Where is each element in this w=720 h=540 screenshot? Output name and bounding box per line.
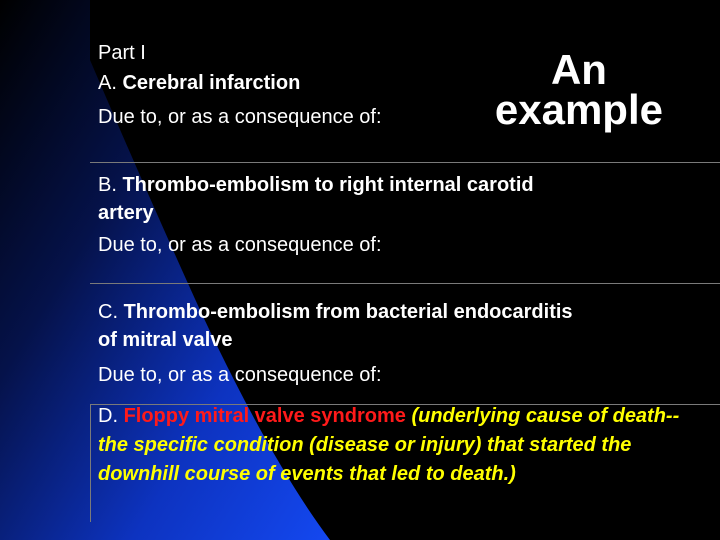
cause-d-note: (underlying cause of death-- the specific condition (disease or injury) that started the downhill course of events that led to death.) <box>98 405 680 485</box>
slide-heading <box>494 46 663 133</box>
cause-a-condition: Cerebral infarction <box>122 72 301 94</box>
left-border <box>90 404 91 522</box>
cause-a-due-to: Due to, or as a consequence of: <box>98 106 382 128</box>
cause-d-condition: Floppy mitral valve syndrome <box>123 405 406 427</box>
cause-c-prefix: C. <box>98 301 118 323</box>
part-label: Part I <box>98 42 146 64</box>
cause-c-due-to: Due to, or as a consequence of: <box>98 364 382 386</box>
cause-b-condition-1: Thrombo-embolism to right internal carotid <box>122 174 534 196</box>
cause-b-line <box>98 170 534 200</box>
cause-b-condition-2: artery <box>98 202 154 224</box>
cause-c-line <box>98 297 573 327</box>
cause-a-prefix: A. <box>98 72 117 94</box>
heading-line-1: An <box>550 46 607 93</box>
cause-a-line <box>98 68 300 98</box>
cause-d-prefix: D. <box>98 405 118 427</box>
row-separator <box>90 162 720 163</box>
heading-line-2: example <box>494 86 663 133</box>
cause-c-condition-1: Thrombo-embolism from bacterial endocarditis <box>123 301 573 323</box>
cause-b-due-to: Due to, or as a consequence of: <box>98 234 382 256</box>
row-separator <box>90 283 720 284</box>
cause-b-prefix: B. <box>98 174 117 196</box>
cause-d-block <box>98 402 688 489</box>
cause-c-condition-2: of mitral valve <box>98 329 233 351</box>
